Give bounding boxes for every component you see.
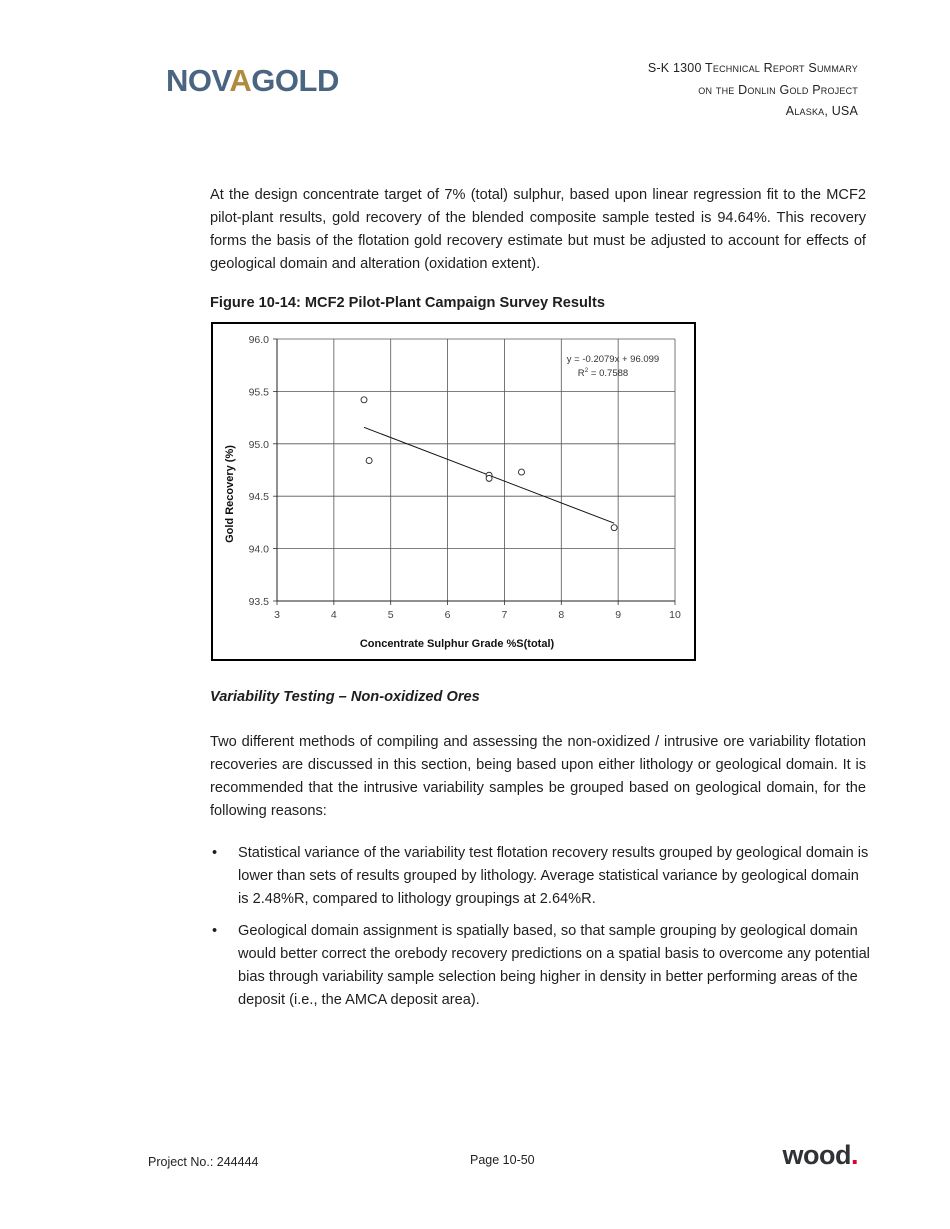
x-tick-label: 10 <box>669 609 681 621</box>
wood-logo <box>783 1140 859 1171</box>
x-tick-labels <box>274 609 681 621</box>
y-tick-label: 94.5 <box>248 491 269 504</box>
data-point <box>366 458 372 464</box>
x-tick-label: 9 <box>615 609 622 621</box>
x-tick-label: 5 <box>387 609 394 621</box>
x-axis-label: Concentrate Sulphur Grade %S(total) <box>359 638 555 650</box>
trend-equation: y = -0.2079x + 96.099 <box>566 354 660 365</box>
data-point <box>361 397 367 403</box>
report-header <box>648 58 858 123</box>
data-point <box>486 475 492 481</box>
bullet-text-1: Statistical variance of the variability test flotation recovery results grouped by geological domain is lower than sets of results grouped by lithology. Average statistical variance by geological domain is 2.48%R, compared to lithology groupings at 2.64%R. <box>238 845 869 907</box>
logo-suffix: GOLD <box>251 63 339 98</box>
figure-caption: Figure 10-14: MCF2 Pilot-Plant Campaign Survey Results <box>210 295 605 311</box>
logo-prefix: NOV <box>166 63 230 98</box>
y-tick-label: 95.5 <box>248 386 269 399</box>
x-tick-label: 6 <box>444 609 451 621</box>
r2-r: R <box>577 368 585 379</box>
y-tick-label: 95.0 <box>248 438 269 451</box>
page-number: Page 10-50 <box>470 1153 535 1167</box>
y-tick-labels <box>249 334 270 608</box>
y-tick-label: 93.5 <box>248 596 269 608</box>
bullet-text-2: Geological domain assignment is spatially based, so that sample grouping by geological domain would better correct the orebody recovery predictions on a spatial basis to overcome any potential bias through variability sample selection being higher in density in better performing areas of the deposit (i.e., the AMCA deposit area). <box>238 923 870 1008</box>
bullet-glyph: • <box>212 845 218 861</box>
x-tick-label: 4 <box>330 609 337 621</box>
r-squared-label <box>578 367 628 379</box>
data-point <box>518 469 524 475</box>
scatter-chart <box>213 324 694 659</box>
data-point <box>611 525 617 531</box>
y-tick-label: 94.0 <box>248 543 269 556</box>
x-tick-label: 8 <box>558 609 565 621</box>
wood-logo-word: wood <box>782 1140 851 1170</box>
wood-logo-dot: . <box>850 1140 858 1170</box>
intro-paragraph: At the design concentrate target of 7% (total) sulphur, based upon linear regression fit to the MCF2 pilot-plant results, gold recovery of the blended composite sample tested is 94.64%. This recovery forms the basis of the flotation gold recovery estimate but must be adjusted to account for effects of geological domain and alteration (oxidation extent). <box>210 187 866 272</box>
reasons-list <box>210 842 870 1021</box>
y-axis-label: Gold Recovery (%) <box>224 445 236 543</box>
bullet-glyph: • <box>212 923 218 939</box>
x-tick-label: 3 <box>274 609 280 621</box>
r2-exp: 2 <box>584 367 589 374</box>
logo-triangle-a: A <box>229 63 252 98</box>
list-item <box>210 920 870 1012</box>
variability-paragraph: Two different methods of compiling and assessing the non-oxidized / intrusive ore variability flotation recoveries are discussed in this section, being based upon either lithology or geological domain. It is recommended that the intrusive variability samples be grouped based on geological domain, for the following reasons: <box>210 734 866 819</box>
header-line-3: Alaska, USA <box>785 104 858 118</box>
header-line-1: S-K 1300 Technical Report Summary <box>647 61 858 75</box>
r2-value: = 0.7588 <box>588 368 629 379</box>
header-line-2: on the Donlin Gold Project <box>698 82 858 97</box>
y-tick-label: 96.0 <box>248 334 269 346</box>
x-tick-label: 7 <box>501 609 508 621</box>
chart-frame <box>211 322 696 661</box>
data-points <box>361 397 617 531</box>
section-subheading: Variability Testing – Non-oxidized Ores <box>210 689 480 705</box>
list-item <box>210 842 870 911</box>
novagold-logo <box>166 62 339 100</box>
project-number: Project No.: 244444 <box>148 1155 259 1169</box>
